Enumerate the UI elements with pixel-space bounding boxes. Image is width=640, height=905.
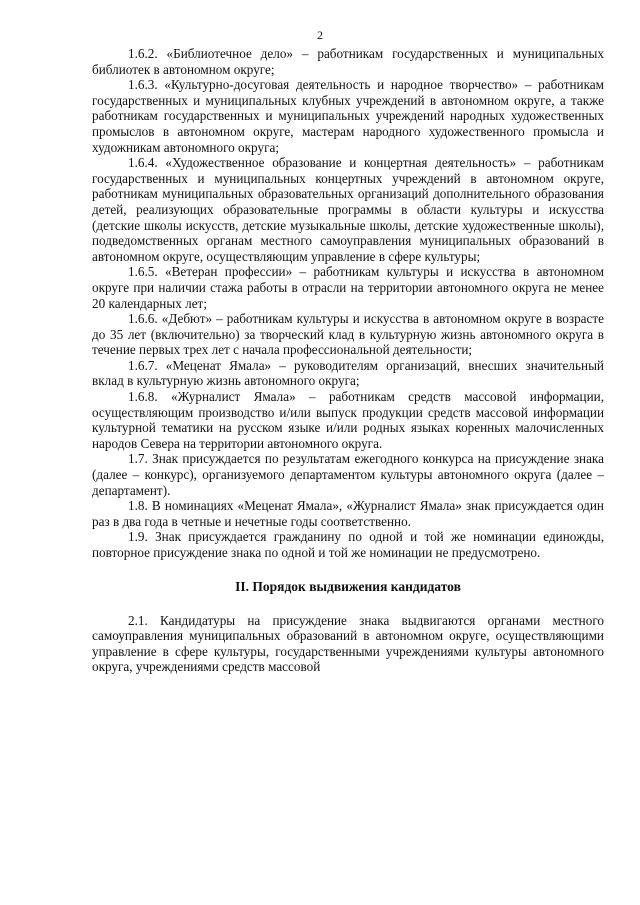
paragraph-1-6-4: 1.6.4. «Художественное образование и концертная деятельность» – работникам государственных и муниципальных концертных учреждений в автономном округе, работникам муниципальных образовательных организаций дополнительного образования детей, реализующих образовательные программы в области культуры и искусства (детские школы искусств, детские музыкальные школы, детские художественные школы), подведомственных органам местного самоуправления муниципальных образований в автономном округе, осуществляющим управление в сфере культуры; [92, 155, 604, 264]
paragraph-1-6-3: 1.6.3. «Культурно-досуговая деятельность и народное творчество» – работникам государственных и муниципальных клубных учреждений в автономном округе, а также работникам государственных и муниципальных учреждений народных художественных промыслов в автономном округе, мастерам народного художественного промысла и художникам автономного округа; [92, 77, 604, 155]
paragraph-1-7: 1.7. Знак присуждается по результатам ежегодного конкурса на присуждение знака (далее – конкурс), организуемого департаментом культуры автономного округа (далее – департамент). [92, 451, 604, 498]
document-body [92, 46, 604, 675]
paragraph-1-6-8: 1.6.8. «Журналист Ямала» – работникам средств массовой информации, осуществляющим производство и/или выпуск продукции средств массовой информации культурной тематики на русском языке и/или родных языках коренных малочисленных народов Севера на территории автономного округа. [92, 389, 604, 451]
section-heading: II. Порядок выдвижения кандидатов [235, 578, 461, 594]
paragraph-1-6-6: 1.6.6. «Дебют» – работникам культуры и искусства в автономном округе в возрасте до 35 лет (включительно) за творческий клад в культурную жизнь автономного округа в течение первых трех лет с начала профессиональной деятельности; [92, 311, 604, 358]
page-number: 2 [317, 28, 323, 42]
paragraph-1-6-2: 1.6.2. «Библиотечное дело» – работникам государственных и муниципальных библиотек в автономном округе; [92, 46, 604, 77]
paragraph-1-9: 1.9. Знак присуждается гражданину по одной и той же номинации единожды, повторное присуждение знака по одной и той же номинации не предусмотрено. [92, 529, 604, 560]
paragraph-1-6-5: 1.6.5. «Ветеран профессии» – работникам культуры и искусства в автономном округе при наличии стажа работы в отрасли на территории автономного округа не менее 20 календарных лет; [92, 264, 604, 311]
paragraph-1-6-7: 1.6.7. «Меценат Ямала» – руководителям организаций, внесших значительный вклад в культурную жизнь автономного округа; [92, 357, 604, 389]
paragraph-1-8: 1.8. В номинациях «Меценат Ямала», «Журналист Ямала» знак присуждается один раз в два года в четные и нечетные годы соответственно. [92, 498, 604, 529]
paragraph-2-1: 2.1. Кандидатуры на присуждение знака выдвигаются органами местного самоуправления муниципальных образований в автономном округе, осуществляющими управление в сфере культуры, государственными учреждениями культуры автономного округа, учреждениями средств массовой [92, 612, 604, 675]
